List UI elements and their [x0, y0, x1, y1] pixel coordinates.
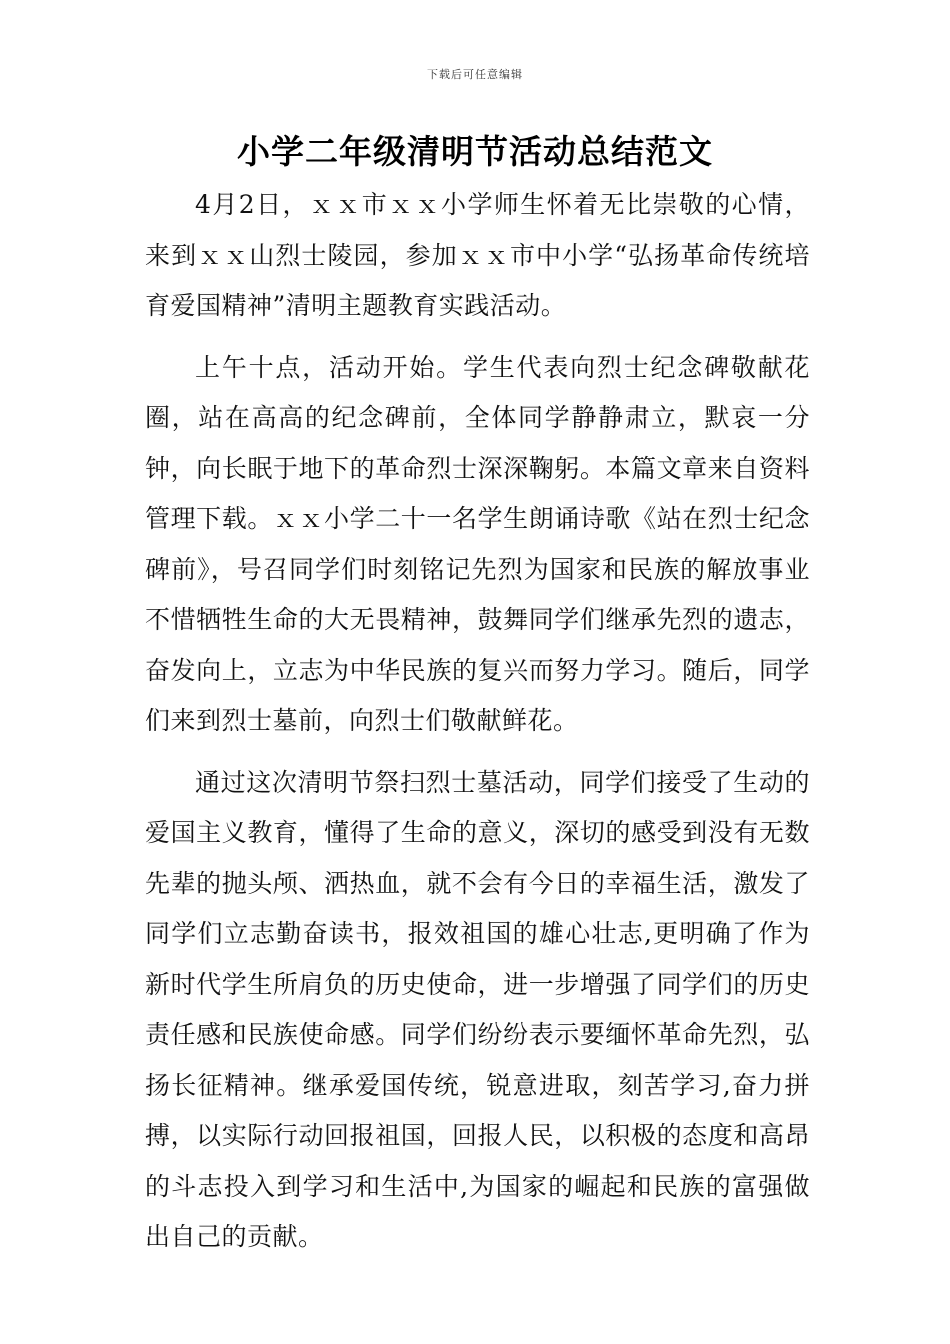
paragraph-1: 4月2日，ｘｘ市ｘｘ小学师生怀着无比崇敬的心情，来到ｘｘ山烈士陵园，参加ｘｘ市中小学“弘扬革命传统培育爱国精神”清明主题教育实践活动。 — [145, 190, 810, 320]
paragraph-3: 通过这次清明节祭扫烈士墓活动，同学们接受了生动的爱国主义教育，懂得了生命的意义，深切的感受到没有无数先辈的抛头颅、洒热血，就不会有今日的幸福生活，激发了同学们立志勤奋读书，报效祖国的雄心壮志,更明确了作为新时代学生所肩负的历史使命，进一步增强了同学们的历史责任感和民族使命感。同学们纷纷表示要缅怀革命先烈，弘扬长征精神。继承爱国传统，锐意进取，刻苦学习,奋力拼搏，以实际行动回报祖国，回报人民，以积极的态度和高昂的斗志投入到学习和生活中,为国家的崛起和民族的富强做出自己的贡献。 — [145, 767, 810, 1251]
document-body — [145, 180, 810, 1263]
paragraph-2: 上午十点，活动开始。学生代表向烈士纪念碑敬献花圈，站在高高的纪念碑前，全体同学静静肃立，默哀一分钟，向长眠于地下的革命烈士深深鞠躬。本篇文章来自资料管理下载。ｘｘ小学二十一名学生朗诵诗歌《站在烈士纪念碑前》，号召同学们时刻铭记先烈为国家和民族的解放事业不惜牺牲生命的大无畏精神，鼓舞同学们继承先烈的遗志，奋发向上，立志为中华民族的复兴而努力学习。随后，同学们来到烈士墓前，向烈士们敬献鲜花。 — [145, 352, 810, 735]
document-title: 小学二年级清明节活动总结范文 — [237, 132, 713, 171]
header-note: 下载后可任意编辑 — [427, 68, 523, 81]
